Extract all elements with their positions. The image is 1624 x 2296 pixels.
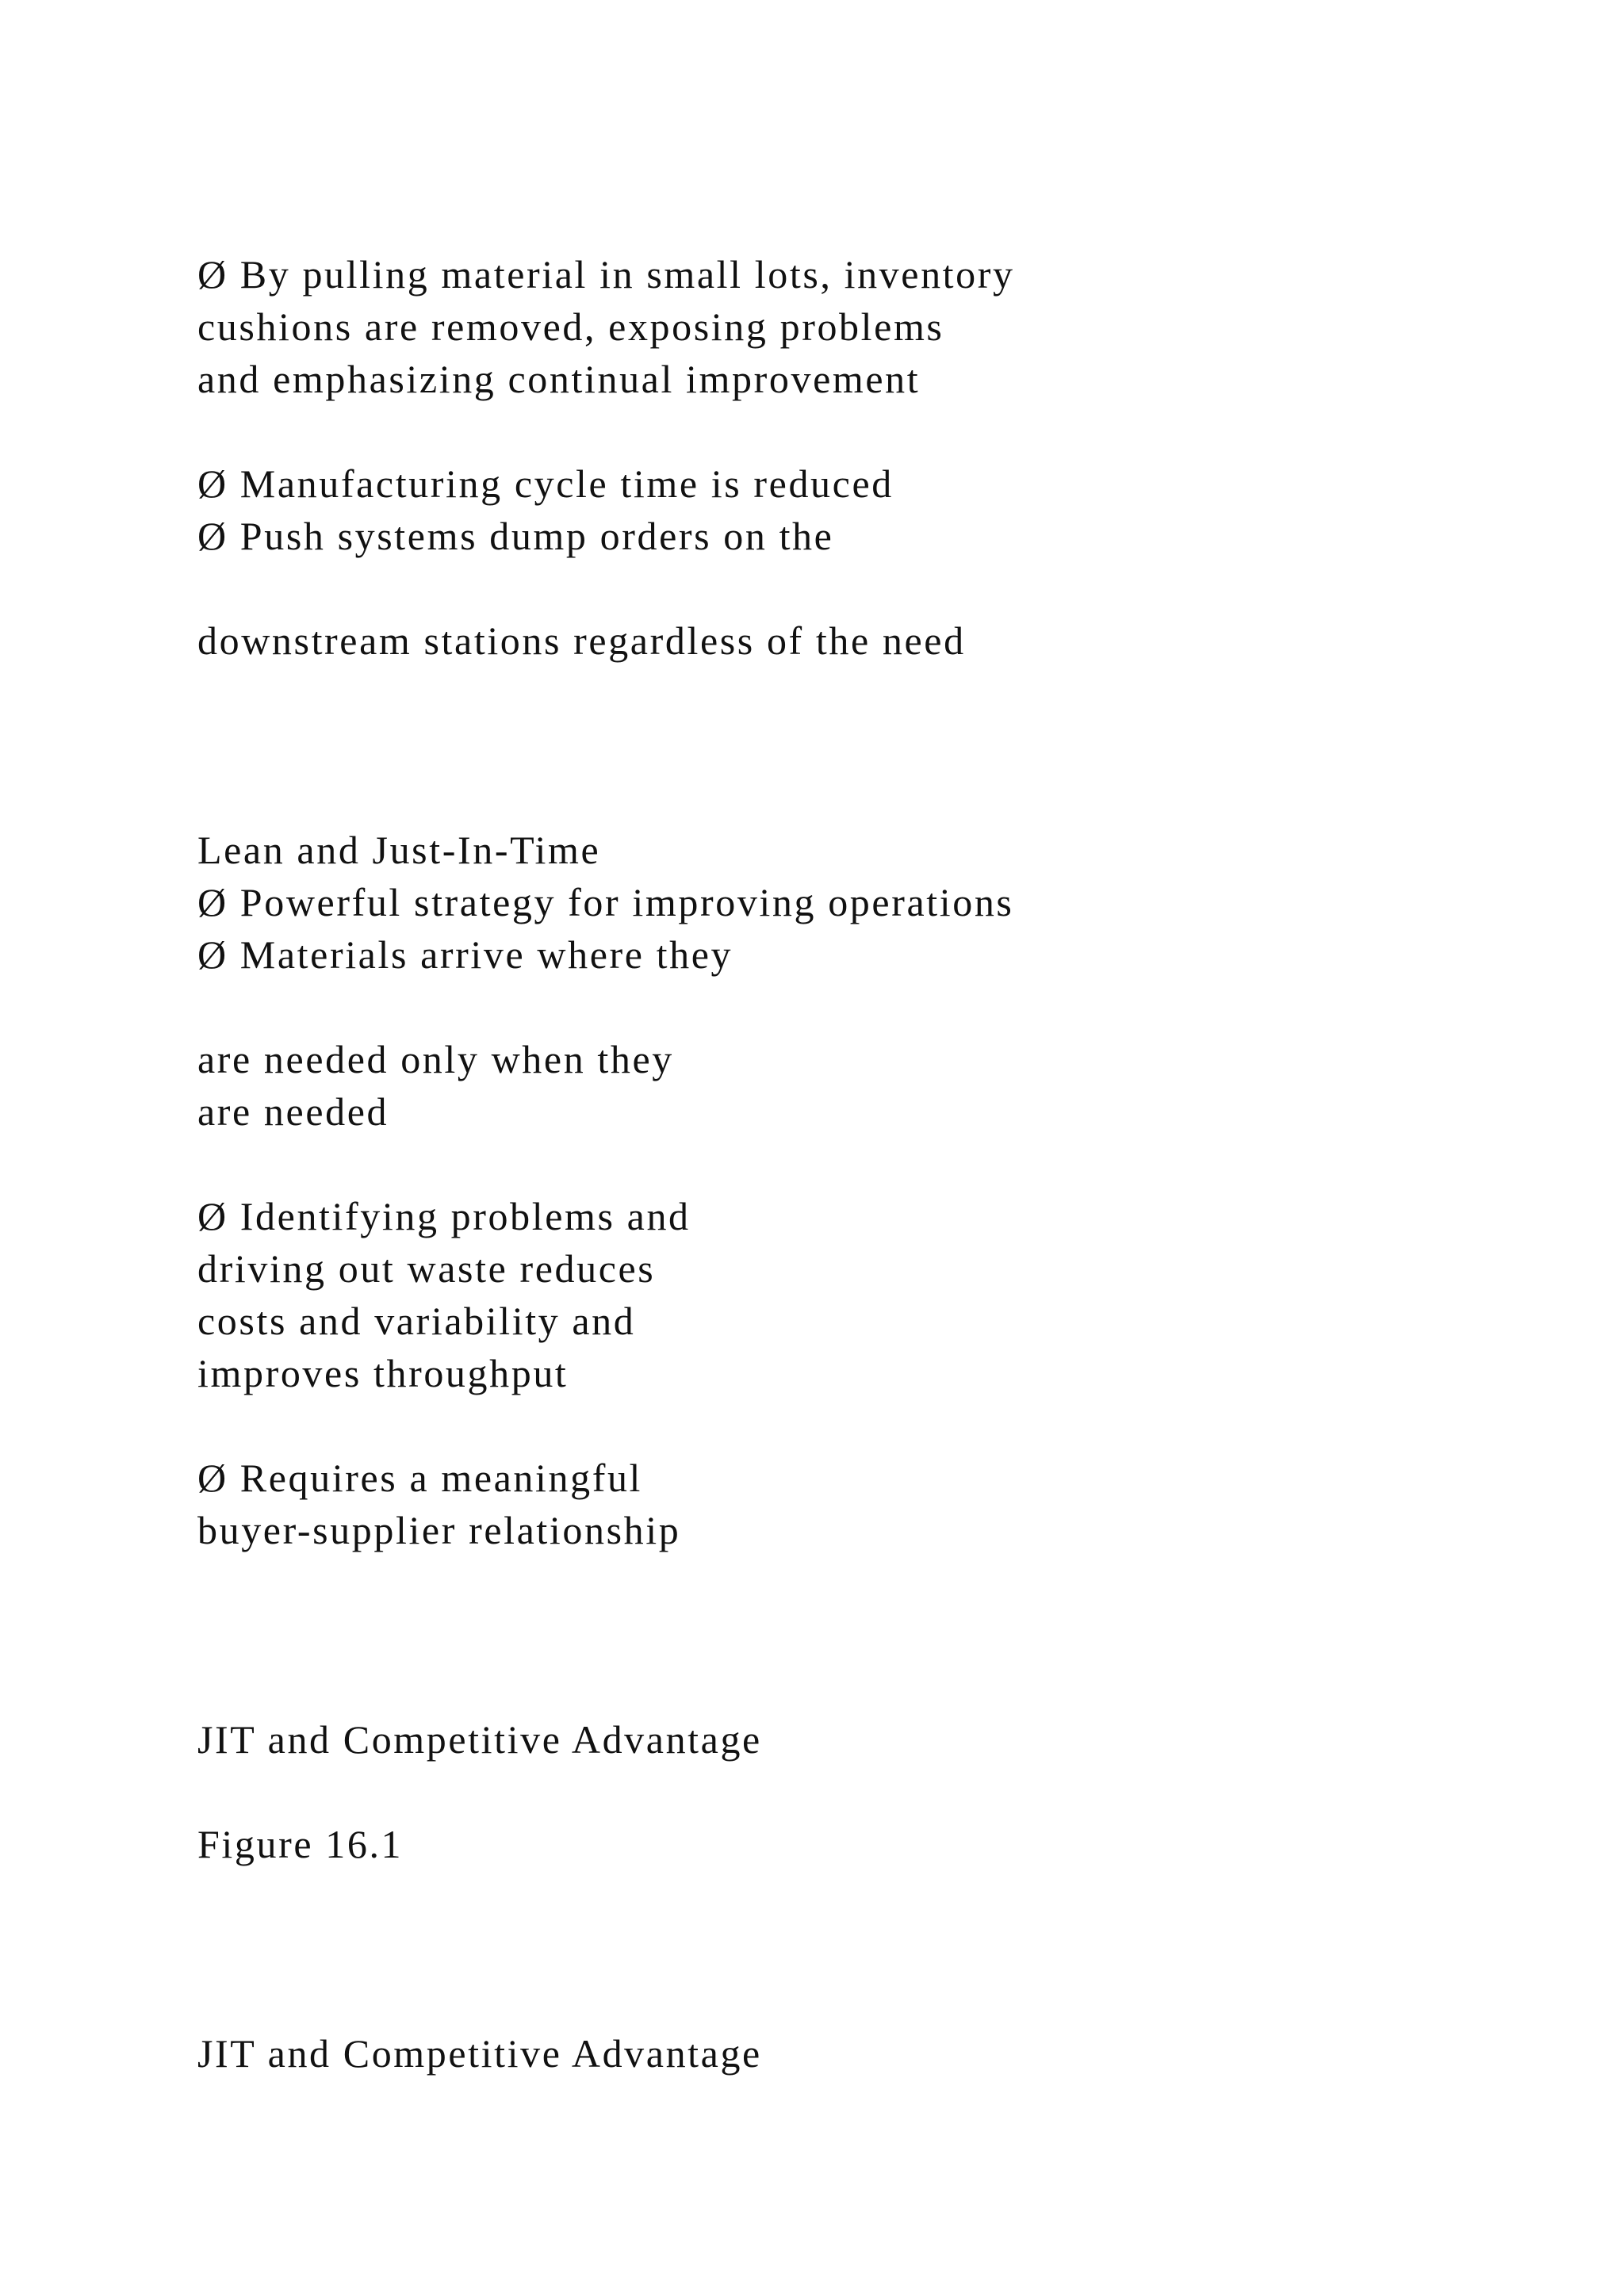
bullet-materials-arrive-line-1: Ø Materials arrive where they bbox=[197, 932, 733, 977]
bullet-identifying-problems-line-3: costs and variability and bbox=[197, 1299, 636, 1343]
bullet-materials-arrive-line-3: are needed bbox=[197, 1089, 389, 1134]
bullet-buyer-supplier-line-1: Ø Requires a meaningful bbox=[197, 1456, 643, 1500]
section-heading-jit-competitive-advantage: JIT and Competitive Advantage bbox=[197, 1717, 762, 1762]
bullet-push-systems-line-2: downstream stations regardless of the need bbox=[197, 618, 966, 663]
bullet-buyer-supplier-line-2: buyer-supplier relationship bbox=[197, 1508, 681, 1552]
bullet-pulling-material-line-1: Ø By pulling material in small lots, inventory bbox=[197, 252, 1015, 297]
bullet-materials-arrive-line-2: are needed only when they bbox=[197, 1037, 674, 1081]
figure-caption: Figure 16.1 bbox=[197, 1822, 404, 1866]
bullet-pulling-material-line-2: cushions are removed, exposing problems bbox=[197, 304, 944, 349]
bullet-powerful-strategy: Ø Powerful strategy for improving operations bbox=[197, 880, 1014, 924]
bullet-identifying-problems-line-1: Ø Identifying problems and bbox=[197, 1194, 691, 1238]
bullet-identifying-problems-line-2: driving out waste reduces bbox=[197, 1246, 656, 1291]
bullet-cycle-time: Ø Manufacturing cycle time is reduced bbox=[197, 461, 894, 506]
section-heading-lean-jit: Lean and Just-In-Time bbox=[197, 828, 601, 872]
section-heading-jit-competitive-advantage-2: JIT and Competitive Advantage bbox=[197, 2031, 762, 2076]
bullet-pulling-material-line-3: and emphasizing continual improvement bbox=[197, 357, 921, 401]
bullet-push-systems-line-1: Ø Push systems dump orders on the bbox=[197, 514, 834, 558]
bullet-identifying-problems-line-4: improves throughput bbox=[197, 1351, 569, 1395]
